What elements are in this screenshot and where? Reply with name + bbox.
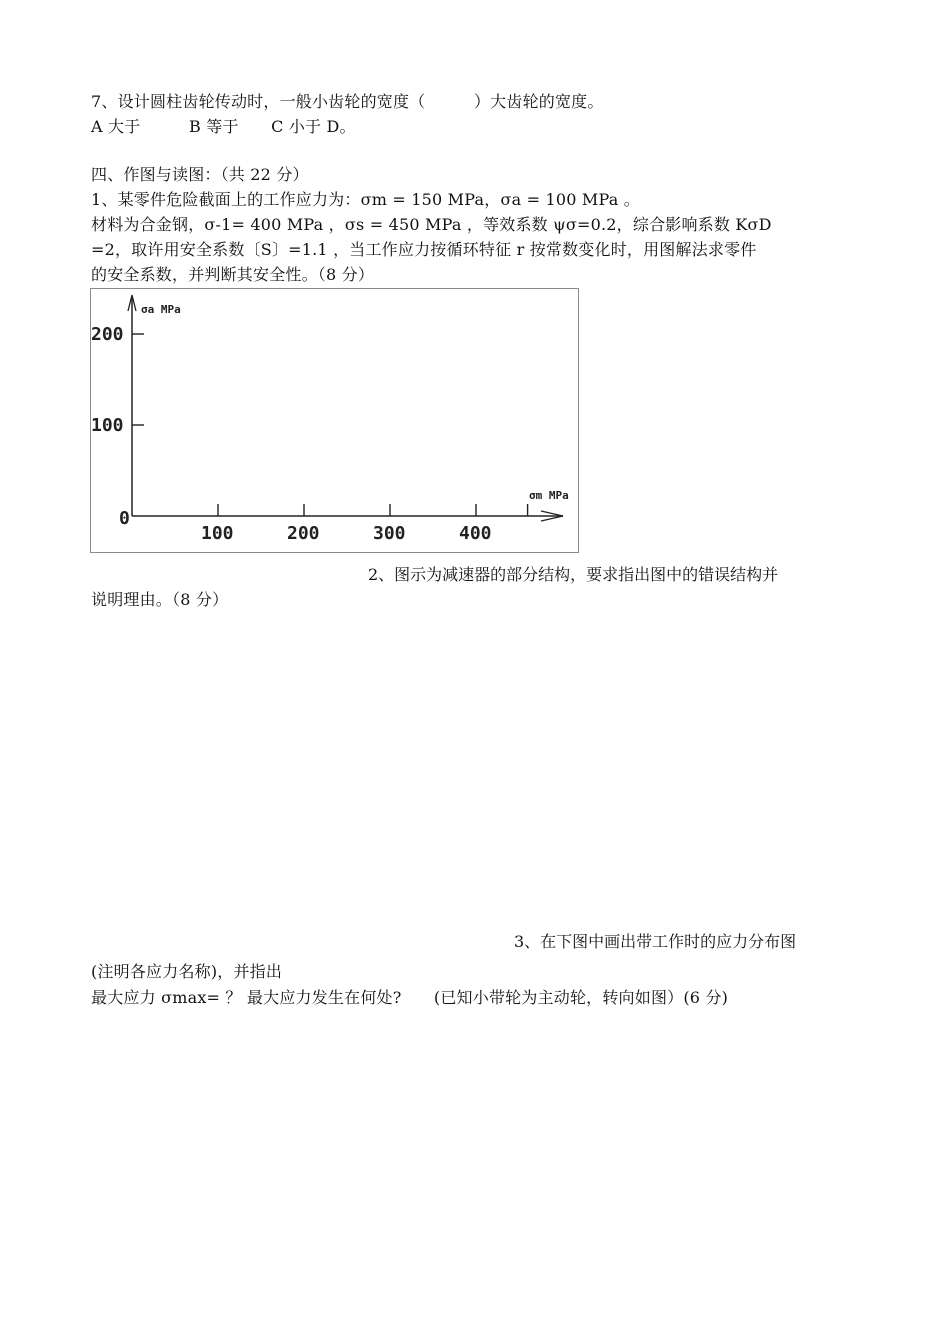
p2-line2: 说明理由。（8 分） [91,590,229,609]
section4-heading: 四、作图与读图：（共 22 分） [91,165,309,184]
stress-chart-frame [90,288,579,553]
p1-line4: 的安全系数，并判断其安全性。（8 分） [91,265,375,284]
x-tick-label: 200 [287,523,320,544]
p2-line1: 2、图示为减速器的部分结构，要求指出图中的错误结构并 [368,565,779,584]
x-tick-label: 100 [201,523,234,544]
x-tick-label: 400 [459,523,492,544]
p3-line2: (注明各应力名称)，并指出 [91,962,283,981]
y-axis-title: σa MPa [141,303,181,316]
p3-line3: 最大应力 σmax= ？ 最大应力发生在何处? (已知小带轮为主动轮，转向如图）(6 分) [91,988,729,1007]
x-axis-title: σm MPa [529,489,569,502]
origin-label: 0 [119,508,130,529]
y-tick-label: 100 [91,415,124,436]
p3-line1: 3、在下图中画出带工作时的应力分布图 [514,932,797,951]
stress-chart [91,289,580,554]
q7-options: A 大于 B 等于 C 小于 D。 [91,117,356,136]
y-tick-label: 200 [91,324,124,345]
q7-stem: 7、设计圆柱齿轮传动时，一般小齿轮的宽度（ ）大齿轮的宽度。 [91,92,604,111]
p1-line2: 材料为合金钢，σ-1= 400 MPa ，σs = 450 MPa ，等效系数 ψσ=0.2，综合影响系数 KσD [91,215,772,234]
x-tick-label: 300 [373,523,406,544]
p1-line3: =2，取许用安全系数〔S〕=1.1 ，当工作应力按循环特征 r 按常数变化时，用图解法求零件 [91,240,757,259]
p1-line1: 1、某零件危险截面上的工作应力为：σm = 150 MPa，σa = 100 MPa 。 [91,190,640,209]
